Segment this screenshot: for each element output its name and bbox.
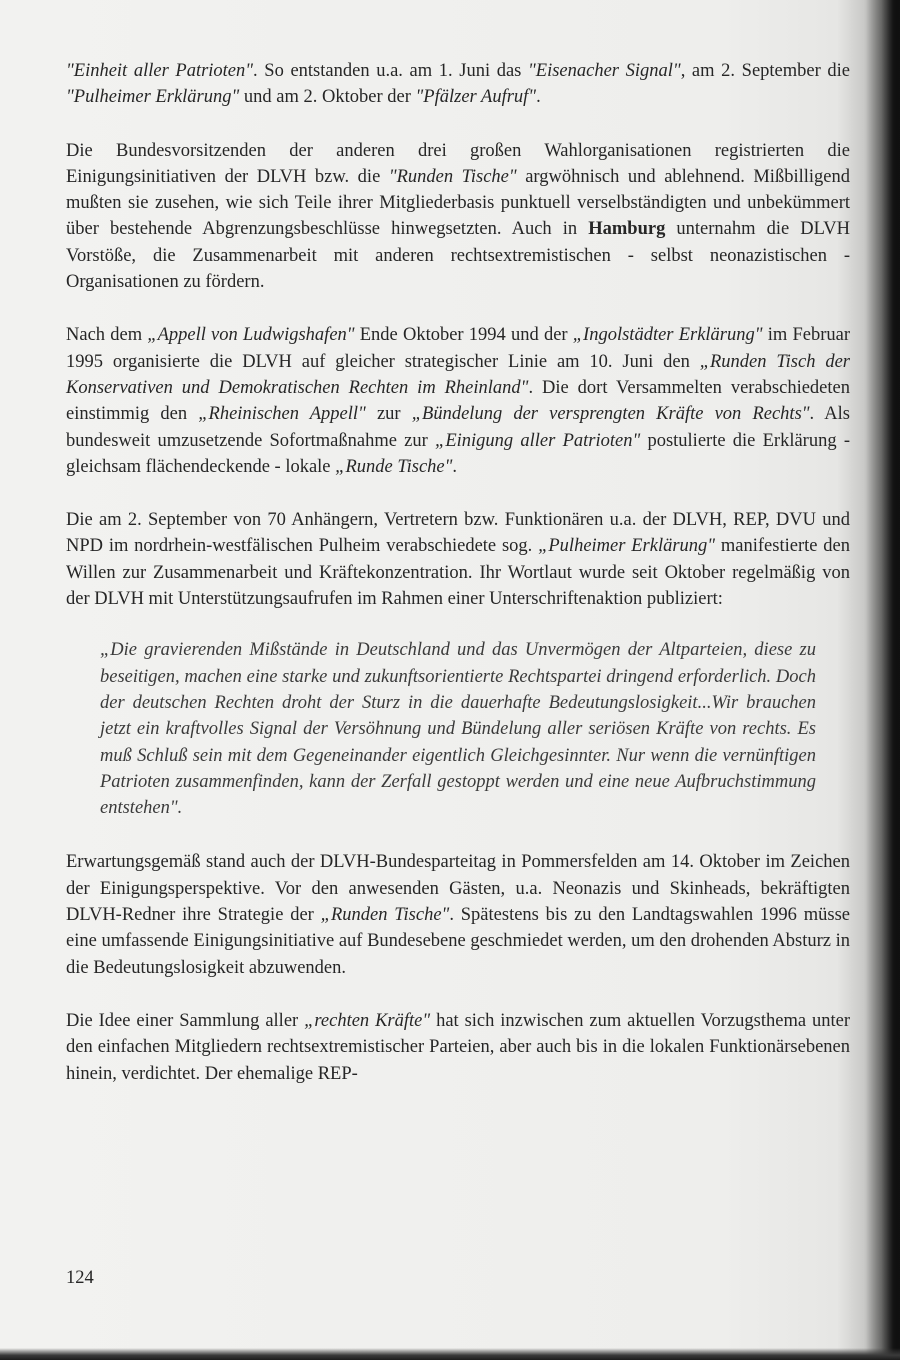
bold-term: Hamburg bbox=[588, 219, 666, 240]
body-text bbox=[66, 58, 850, 1114]
paragraph-6: Die Idee einer Sammlung aller „rechten Kräfte" hat sich inzwischen zum aktuellen Vorzugsthema unter den einfachen Mitgliedern rechtsextremistischer Parteien, aber auch bis in die lokalen Funktionärsebenen hinein, verdichtet. Der ehemalige REP- bbox=[66, 1010, 850, 1084]
paragraph-2: Die Bundesvorsitzenden der anderen drei großen Wahlorganisationen registrierten die Einigungsinitiativen der DLVH bzw. die "Runden Tische" argwöhnisch und ablehnend. Mißbilligend mußten sie zusehen, wie sich Teile ihrer Mitgliederbasis punktuell verselbständigten und unbekümmert über bestehende Abgrenzungsbeschlüsse hinwegsetzten. Auch in Hamburg unternahm die DLVH Vorstöße, die Zusammenarbeit mit anderen rechtsextremistischen - selbst neonazistischen - Organisationen zu fördern. bbox=[66, 140, 850, 293]
book-binding-shadow bbox=[866, 0, 900, 1360]
page-number: 124 bbox=[66, 1268, 94, 1288]
page-bottom-edge bbox=[0, 1348, 900, 1360]
paragraph-3: Nach dem „Appell von Ludwigshafen" Ende Oktober 1994 und der „Ingolstädter Erklärung" im Februar 1995 organisierte die DLVH auf gleicher strategischer Linie am 10. Juni den „Runden Tisch der Konservativen und Demokratischen Rechten im Rheinland". Die dort Versammelten verabschiedeten einstimmig den „Rheinischen Appell" zur „Bündelung der versprengten Kräfte von Rechts". Als bundesweit umzusetzende Sofortmaßnahme zur „Einigung aller Patrioten" postulierte die Erklärung - gleichsam flächendeckende - lokale „Runde Tische". bbox=[66, 325, 850, 477]
paragraph-5: Erwartungsgemäß stand auch der DLVH-Bundesparteitag in Pommersfelden am 14. Oktober im Zeichen der Einigungsperspektive. Vor den anwesenden Gästen, u.a. Neonazis und Skinheads, bekräftigten DLVH-Redner ihre Strategie der „Runden Tische". Spätestens bis zu den Landtagswahlen 1996 müsse eine umfassende Einigungsinitiative auf Bundesebene geschmiedet werden, um den drohenden Absturz in die Bedeutungslosigkeit abzuwenden. bbox=[66, 852, 850, 978]
paragraph-1: "Einheit aller Patrioten". So entstanden u.a. am 1. Juni das "Eisenacher Signal", am 2. September die "Pulheimer Erklärung" und am 2. Oktober der "Pfälzer Aufruf". bbox=[66, 61, 850, 108]
paragraph-4: Die am 2. September von 70 Anhängern, Vertretern bzw. Funktionären u.a. der DLVH, REP, DVU und NPD im nordrhein-westfälischen Pulheim verabschiedete sog. „Pulheimer Erklärung" manifestierte den Willen zur Zusammenarbeit und Kräftekonzentration. Ihr Wortlaut wurde seit Oktober regelmäßig von der DLVH mit Unterstützungsaufrufen im Rahmen einer Unterschriftenaktion publiziert: bbox=[66, 510, 850, 610]
block-quote: „Die gravierenden Mißstände in Deutschland und das Unvermögen der Altparteien, diese zu beseitigen, machen eine starke und zukunftsorientierte Rechtspartei dringend erforderlich. Doch der deutschen Rechten droht der Sturz in die dauerhafte Bedeutungslosigkeit...Wir brauchen jetzt ein kraftvolles Signal der Versöhnung und Bündelung aller seriösen Kräfte von rechts. Es muß Schluß sein mit dem Gegeneinander eigentlich Gleichgesinnter. Nur wenn die vernünftigen Patrioten zusammenfinden, kann der Zerfall gestoppt werden und eine neue Aufbruchstimmung entstehen". bbox=[100, 640, 816, 819]
